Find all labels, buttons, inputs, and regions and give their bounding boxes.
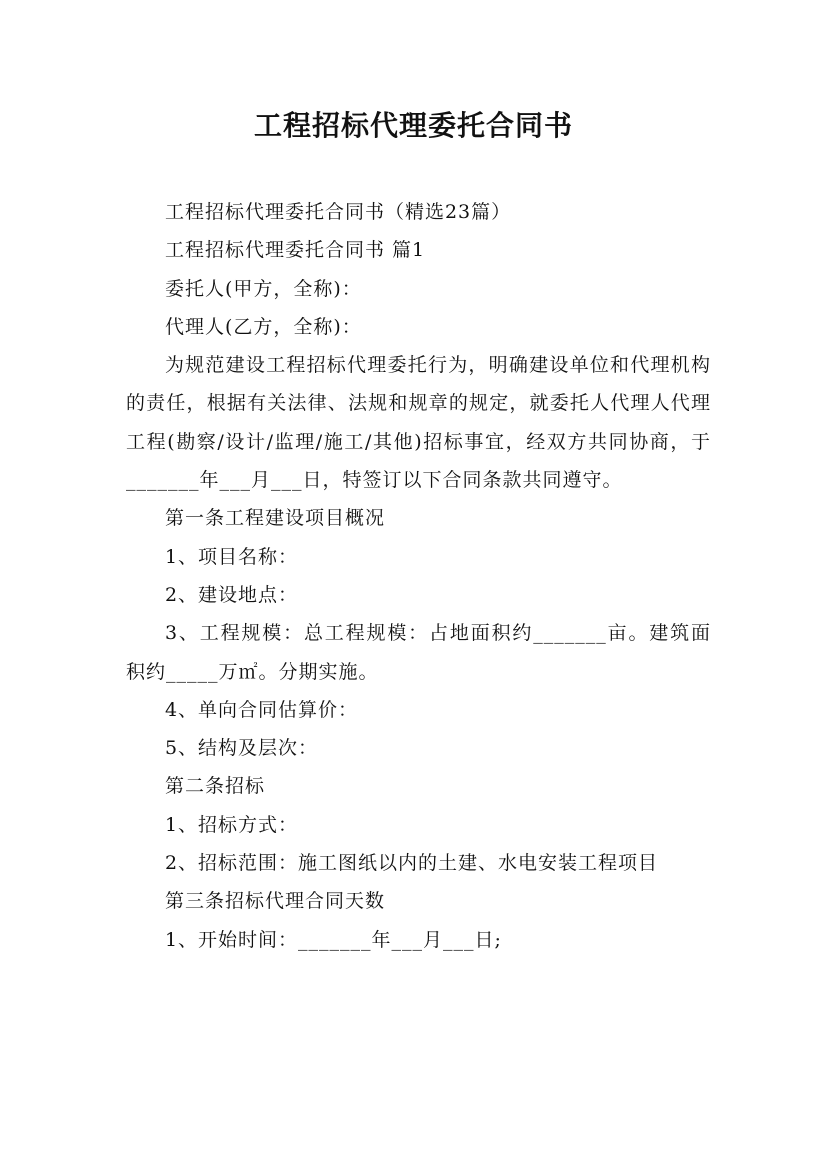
paragraph-scale: 3、工程规模：总工程规模：占地面积约_______亩。建筑面积约_____万㎡。分期实施。 <box>126 622 711 683</box>
paragraph-start-date: 1、开始时间：_______年___月___日; <box>164 928 502 951</box>
paragraph-location: 2、建设地点： <box>164 583 299 606</box>
paragraph-structure: 5、结构及层次： <box>164 737 319 760</box>
document-title: 工程招标代理委托合同书 <box>253 109 573 142</box>
paragraph-bid-scope: 2、招标范围：施工图纸以内的土建、水电安装工程项目 <box>164 852 659 875</box>
paragraph-article-2: 第二条招标 <box>164 775 265 798</box>
paragraph-bid-method: 1、招标方式： <box>164 813 299 836</box>
paragraph-section-heading: 工程招标代理委托合同书 篇1 <box>164 239 426 262</box>
paragraph-subtitle: 工程招标代理委托合同书（精选23篇） <box>164 201 512 223</box>
paragraph-estimate: 4、单向合同估算价： <box>164 698 359 721</box>
paragraph-agent: 代理人(乙方，全称)： <box>164 315 362 338</box>
paragraph-project-name: 1、项目名称： <box>164 545 299 568</box>
paragraph-article-3: 第三条招标代理合同天数 <box>164 890 385 913</box>
document-body <box>126 193 711 959</box>
paragraph-client: 委托人(甲方，全称)： <box>164 277 362 300</box>
paragraph-article-1: 第一条工程建设项目概况 <box>164 507 385 530</box>
paragraph-preamble: 为规范建设工程招标代理委托行为，明确建设单位和代理机构的责任，根据有关法律、法规和规章的规定，就委托人代理人代理工程(勘察/设计/监理/施工/其他)招标事宜，经双方共同协商，于_______年___月___日，特签订以下合同条款共同遵守。 <box>126 354 711 492</box>
